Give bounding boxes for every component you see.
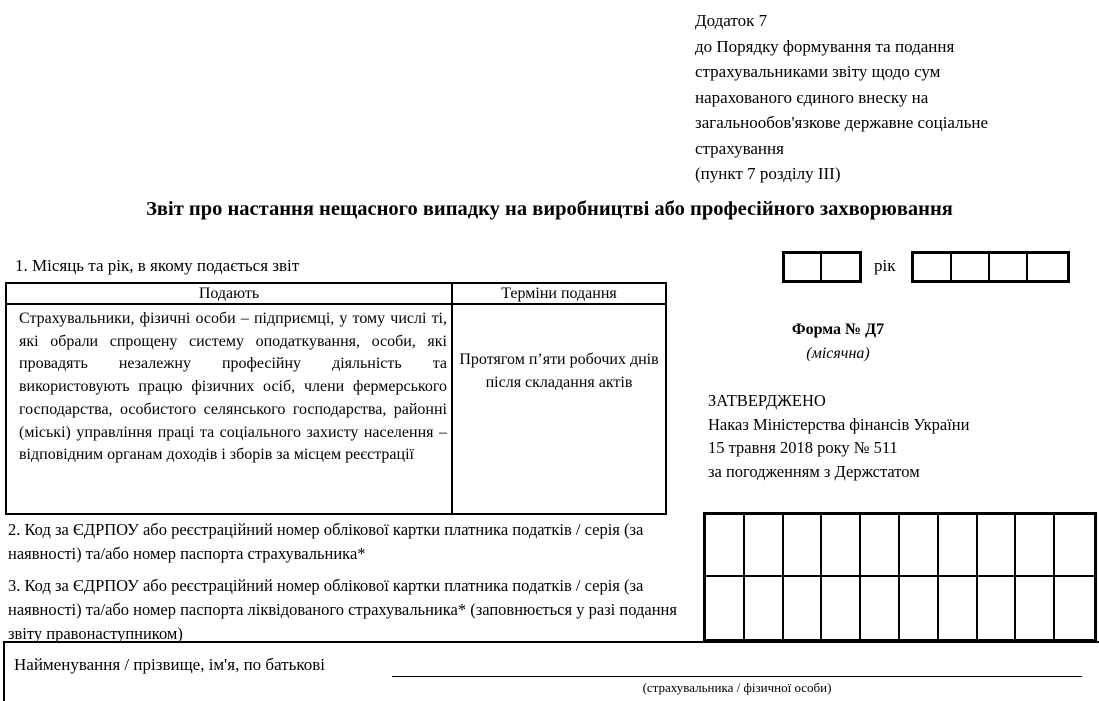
approval-block <box>708 389 969 483</box>
year-cell[interactable] <box>914 254 952 280</box>
approval-line: 15 травня 2018 року № 511 <box>708 438 898 457</box>
code-cell[interactable] <box>706 577 745 639</box>
form-period: (місячна) <box>806 345 870 362</box>
header-who-submits: Подають <box>6 283 452 304</box>
code-cell[interactable] <box>1055 515 1094 577</box>
appendix-line: нарахованого єдиного внеску на <box>695 87 929 107</box>
name-field-hint: (страхувальника / фізичної особи) <box>642 680 832 695</box>
year-cell[interactable] <box>990 254 1028 280</box>
header-deadline: Терміни подання <box>452 283 666 304</box>
code-cell[interactable] <box>900 577 939 639</box>
appendix-line: загальнообов'язкове державне соціальне <box>695 113 989 132</box>
code-cell[interactable] <box>745 577 784 639</box>
code-cell[interactable] <box>939 515 978 577</box>
who-submits-text: Страхувальники, фізичні особи – підприємці, у тому числі ті, які обрали спрощену систему оподаткування, особи, які провадять незалежну професійну діяльність та використовують працю фізичних осіб, члени фермерського господарства, особистого селянського господарства, районні (міські) управління праці та соціального захисту населення – відповідним органам доходів і зборів за місцем реєстрації <box>6 304 452 514</box>
approval-line: за погодженням з Держстатом <box>708 461 920 481</box>
code-cell[interactable] <box>745 515 784 577</box>
appendix-line: страхування <box>695 138 784 158</box>
code-cell[interactable] <box>861 577 900 639</box>
approval-line: Наказ Міністерства фінансів України <box>708 414 970 434</box>
appendix-line: Додаток 7 <box>695 11 768 30</box>
appendix-header <box>695 8 1095 187</box>
section1-label: 1. Місяць та рік, в якому подається звіт <box>15 256 300 275</box>
approval-line: ЗАТВЕРДЖЕНО <box>708 391 826 410</box>
deadline-text: Протягом п’яти робочих днів після складання актів <box>452 304 666 514</box>
code-cell[interactable] <box>784 515 823 577</box>
code-cell[interactable] <box>1016 577 1055 639</box>
year-label: рік <box>874 256 896 275</box>
code-cell[interactable] <box>861 515 900 577</box>
month-cell[interactable] <box>822 254 859 280</box>
code-cell[interactable] <box>1016 515 1055 577</box>
month-input-boxes[interactable] <box>782 251 862 283</box>
appendix-line: (пункт 7 розділу ІІІ) <box>695 164 841 183</box>
code-cell[interactable] <box>939 577 978 639</box>
appendix-line: страхувальниками звіту щодо сум <box>695 62 941 81</box>
name-field-label: Найменування / прізвище, ім'я, по батькові <box>14 655 325 674</box>
code-cell[interactable] <box>784 577 823 639</box>
code-cell[interactable] <box>978 515 1017 577</box>
year-cell[interactable] <box>952 254 990 280</box>
section2-label: 2. Код за ЄДРПОУ або реєстраційний номер облікової картки платника податків / серія (за наявності) та/або номер паспорта страхувальника* <box>8 520 644 563</box>
code-cell[interactable] <box>1055 577 1094 639</box>
section3-label: 3. Код за ЄДРПОУ або реєстраційний номер облікової картки платника податків / серія (за наявності) та/або номер паспорта ліквідованого страхувальника* (заповнюється у разі подання звіту правонаступником) <box>8 576 677 643</box>
code-input-grid[interactable] <box>703 512 1097 642</box>
form-number: Форма № Д7 <box>791 321 885 338</box>
month-cell[interactable] <box>785 254 822 280</box>
submission-table <box>5 282 667 515</box>
appendix-line: до Порядку формування та подання <box>695 36 955 56</box>
form-identifier <box>758 318 918 366</box>
name-field-input[interactable] <box>392 676 1082 677</box>
code-cell[interactable] <box>706 515 745 577</box>
code-cell[interactable] <box>822 515 861 577</box>
code-cell[interactable] <box>900 515 939 577</box>
code-cell[interactable] <box>822 577 861 639</box>
year-cell[interactable] <box>1028 254 1066 280</box>
year-input-boxes[interactable] <box>911 251 1070 283</box>
code-cell[interactable] <box>978 577 1017 639</box>
report-title: Звіт про настання нещасного випадку на виробництві або професійного захворювання <box>146 198 953 220</box>
